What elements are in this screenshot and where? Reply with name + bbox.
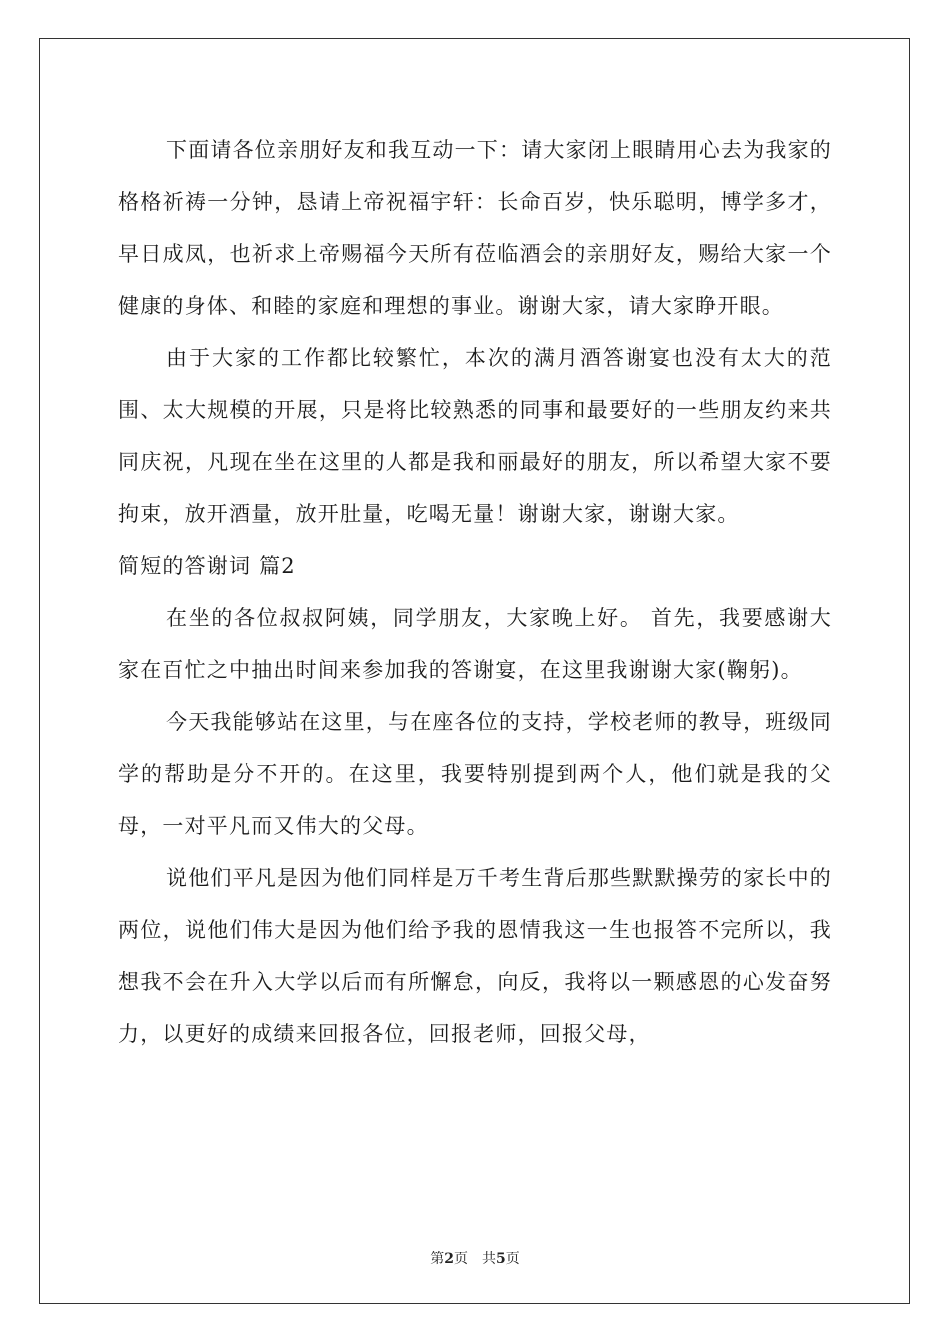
footer-prefix: 第 [430,1251,445,1267]
document-body [118,124,832,1060]
total-pages-number: 5 [496,1251,506,1267]
paragraph: 今天我能够站在这里，与在座各位的支持，学校老师的教导，班级同学的帮助是分不开的。在这里，我要特别提到两个人，他们就是我的父母，一对平凡而又伟大的父母。 [118,710,832,838]
section-heading: 简短的答谢词 篇2 [118,554,296,578]
paragraph: 由于大家的工作都比较繁忙，本次的满月酒答谢宴也没有太大的范围、太大规模的开展，只是将比较熟悉的同事和最要好的一些朋友约来共同庆祝，凡现在坐在这里的人都是我和丽最好的朋友，所以希望大家不要拘束，放开酒量，放开肚量，吃喝无量！谢谢大家，谢谢大家。 [118,346,832,526]
footer-total-suffix: 页 [505,1251,520,1267]
paragraph: 下面请各位亲朋好友和我互动一下：请大家闭上眼睛用心去为我家的格格祈祷一分钟，恳请上帝祝福宇轩：长命百岁，快乐聪明，博学多才，早日成凤，也祈求上帝赐福今天所有莅临酒会的亲朋好友，赐给大家一个健康的身体、和睦的家庭和理想的事业。谢谢大家，请大家睁开眼。 [118,138,832,318]
paragraph: 在坐的各位叔叔阿姨，同学朋友，大家晚上好。 首先，我要感谢大家在百忙之中抽出时间来参加我的答谢宴，在这里我谢谢大家(鞠躬)。 [118,606,832,682]
page-footer [0,1248,950,1268]
paragraph: 说他们平凡是因为他们同样是万千考生背后那些默默操劳的家长中的两位，说他们伟大是因为他们给予我的恩情我这一生也报答不完所以，我想我不会在升入大学以后而有所懈怠，向反，我将以一颗感恩的心发奋努力，以更好的成绩来回报各位，回报老师，回报父母， [118,866,832,1046]
current-page-number: 2 [444,1251,454,1267]
footer-page-suffix: 页 共 [454,1251,496,1267]
